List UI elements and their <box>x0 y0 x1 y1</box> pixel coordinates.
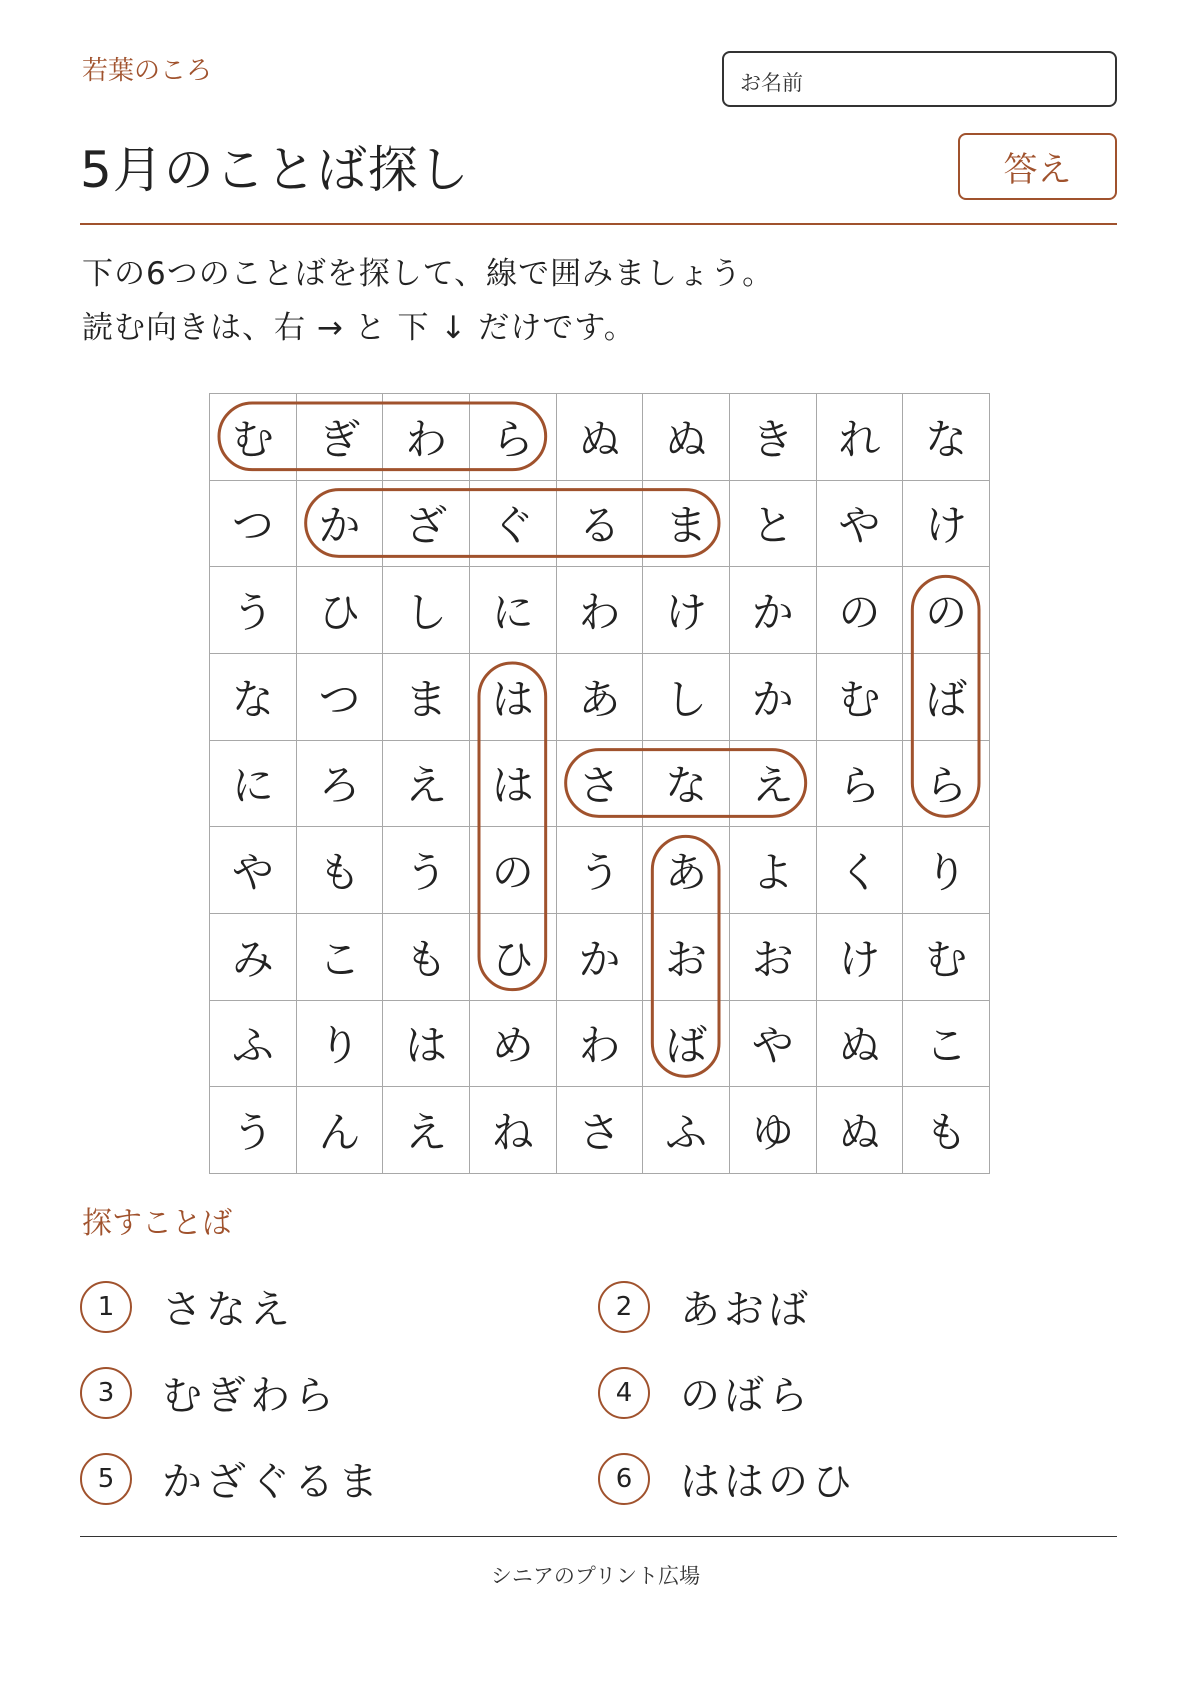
instruction-line-2: 読む向きは、右 → と 下 ↓ だけです。 <box>82 310 636 346</box>
grid-cell[interactable]: よ <box>730 827 817 914</box>
footer-credit: シニアのプリント広場 <box>490 1564 701 1588</box>
grid-cell[interactable]: ま <box>383 654 470 741</box>
grid-cell[interactable]: け <box>643 567 730 654</box>
grid-cell[interactable]: の <box>470 827 557 914</box>
grid-cell[interactable]: つ <box>210 481 297 568</box>
word-item-5 <box>80 1450 382 1507</box>
grid-cell[interactable]: う <box>210 567 297 654</box>
grid-cell[interactable]: は <box>383 1001 470 1088</box>
grid-cell[interactable]: や <box>730 1001 817 1088</box>
grid-cell[interactable]: き <box>730 394 817 481</box>
brand-label: 若葉のころ <box>82 56 213 86</box>
grid-cell[interactable]: お <box>643 914 730 1001</box>
grid-cell[interactable]: に <box>210 741 297 828</box>
letter-grid <box>209 393 990 1174</box>
grid-cell[interactable]: ん <box>297 1087 384 1174</box>
grid-cell[interactable]: わ <box>557 1001 644 1088</box>
grid-cell[interactable]: と <box>730 481 817 568</box>
grid-cell[interactable]: か <box>297 481 384 568</box>
page-title: 5月のことば探し <box>80 141 470 199</box>
grid-cell[interactable]: な <box>903 394 990 481</box>
grid-cell[interactable]: こ <box>903 1001 990 1088</box>
grid-cell[interactable]: ば <box>903 654 990 741</box>
grid-cell[interactable]: り <box>903 827 990 914</box>
grid-cell[interactable]: む <box>903 914 990 1001</box>
word-text: さなえ <box>162 1287 294 1333</box>
grid-cell[interactable]: う <box>383 827 470 914</box>
grid-cell[interactable]: お <box>730 914 817 1001</box>
grid-cell[interactable]: ら <box>903 741 990 828</box>
grid-cell[interactable]: ろ <box>297 741 384 828</box>
word-item-3 <box>80 1364 338 1421</box>
name-field[interactable]: お名前 <box>722 51 1117 107</box>
grid-cell[interactable]: わ <box>557 567 644 654</box>
grid-cell[interactable]: や <box>817 481 904 568</box>
word-item-6 <box>598 1450 856 1507</box>
word-number-badge: 1 <box>80 1281 132 1333</box>
grid-cell[interactable]: の <box>903 567 990 654</box>
grid-cell[interactable]: ま <box>643 481 730 568</box>
instruction-line-1: 下の6つのことばを探して、線で囲みましょう。 <box>82 256 775 292</box>
grid-cell[interactable]: う <box>210 1087 297 1174</box>
word-item-1 <box>80 1278 294 1335</box>
grid-cell[interactable]: の <box>817 567 904 654</box>
grid-cell[interactable]: み <box>210 914 297 1001</box>
grid-cell[interactable]: ね <box>470 1087 557 1174</box>
word-text: むぎわら <box>162 1373 338 1419</box>
word-text: のばら <box>680 1373 812 1419</box>
grid-cell[interactable]: ば <box>643 1001 730 1088</box>
grid-cell[interactable]: え <box>730 741 817 828</box>
grid-cell[interactable]: ら <box>470 394 557 481</box>
grid-cell[interactable]: か <box>730 654 817 741</box>
word-search-puzzle <box>209 393 989 1173</box>
grid-cell[interactable]: め <box>470 1001 557 1088</box>
word-number-badge: 3 <box>80 1367 132 1419</box>
grid-cell[interactable]: し <box>643 654 730 741</box>
word-item-4 <box>598 1364 812 1421</box>
header-divider <box>80 223 1117 225</box>
grid-cell[interactable]: る <box>557 481 644 568</box>
grid-cell[interactable]: う <box>557 827 644 914</box>
grid-cell[interactable]: ゆ <box>730 1087 817 1174</box>
grid-cell[interactable]: え <box>383 1087 470 1174</box>
word-number-badge: 4 <box>598 1367 650 1419</box>
grid-cell[interactable]: も <box>297 827 384 914</box>
grid-cell[interactable]: ひ <box>297 567 384 654</box>
footer-divider <box>80 1536 1117 1537</box>
answer-button[interactable]: 答え <box>958 133 1117 200</box>
grid-cell[interactable]: ふ <box>643 1087 730 1174</box>
grid-cell[interactable]: に <box>470 567 557 654</box>
grid-cell[interactable]: こ <box>297 914 384 1001</box>
word-item-2 <box>598 1278 812 1335</box>
grid-cell[interactable]: ら <box>817 741 904 828</box>
grid-cell[interactable]: え <box>383 741 470 828</box>
grid-cell[interactable]: も <box>383 914 470 1001</box>
grid-cell[interactable]: ぎ <box>297 394 384 481</box>
grid-cell[interactable]: つ <box>297 654 384 741</box>
grid-cell[interactable]: ぬ <box>817 1087 904 1174</box>
grid-cell[interactable]: あ <box>557 654 644 741</box>
grid-cell[interactable]: む <box>210 394 297 481</box>
grid-cell[interactable]: わ <box>383 394 470 481</box>
grid-cell[interactable]: あ <box>643 827 730 914</box>
grid-cell[interactable]: ぬ <box>643 394 730 481</box>
grid-cell[interactable]: ざ <box>383 481 470 568</box>
grid-cell[interactable]: ぬ <box>817 1001 904 1088</box>
grid-cell[interactable]: く <box>817 827 904 914</box>
grid-cell[interactable]: む <box>817 654 904 741</box>
grid-cell[interactable]: な <box>210 654 297 741</box>
grid-cell[interactable]: さ <box>557 741 644 828</box>
grid-cell[interactable]: は <box>470 654 557 741</box>
word-list-heading: 探すことば <box>82 1206 232 1241</box>
grid-cell[interactable]: や <box>210 827 297 914</box>
grid-cell[interactable]: け <box>903 481 990 568</box>
word-text: ははのひ <box>680 1459 856 1505</box>
grid-cell[interactable]: ふ <box>210 1001 297 1088</box>
grid-cell[interactable]: な <box>643 741 730 828</box>
word-number-badge: 6 <box>598 1453 650 1505</box>
word-text: あおば <box>680 1287 812 1333</box>
word-text: かざぐるま <box>162 1459 382 1505</box>
grid-cell[interactable]: れ <box>817 394 904 481</box>
word-number-badge: 2 <box>598 1281 650 1333</box>
grid-cell[interactable]: は <box>470 741 557 828</box>
grid-cell[interactable]: か <box>557 914 644 1001</box>
grid-cell[interactable]: ぬ <box>557 394 644 481</box>
grid-cell[interactable]: け <box>817 914 904 1001</box>
grid-cell[interactable]: ひ <box>470 914 557 1001</box>
grid-cell[interactable]: も <box>903 1087 990 1174</box>
grid-cell[interactable]: し <box>383 567 470 654</box>
grid-cell[interactable]: さ <box>557 1087 644 1174</box>
grid-cell[interactable]: か <box>730 567 817 654</box>
grid-cell[interactable]: ぐ <box>470 481 557 568</box>
grid-cell[interactable]: り <box>297 1001 384 1088</box>
word-number-badge: 5 <box>80 1453 132 1505</box>
